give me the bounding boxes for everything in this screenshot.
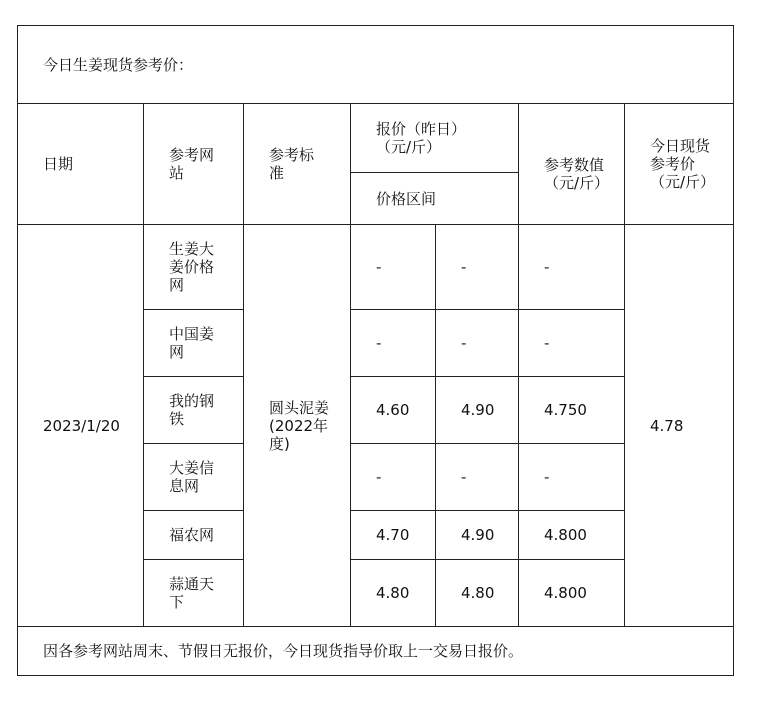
ginger-price-table [17, 25, 734, 676]
price-high-cell: 4.90 [436, 377, 519, 444]
note-row [18, 627, 734, 676]
header-quote-label: 报价（昨日）（元/斤） [376, 120, 467, 156]
site-name: 生姜大姜价格网 [169, 240, 215, 294]
price-low-cell: 4.60 [351, 377, 436, 444]
title-row [18, 26, 734, 104]
header-range [351, 173, 519, 225]
standard-cell [244, 225, 351, 627]
ref-value-cell: - [519, 225, 625, 310]
site-cell [144, 444, 244, 511]
ref-value-cell: - [519, 444, 625, 511]
header-quote [351, 104, 519, 173]
site-cell [144, 310, 244, 377]
header-standard [244, 104, 351, 225]
price-low-cell: - [351, 310, 436, 377]
price-high-cell: 4.90 [436, 511, 519, 560]
price-low-cell: - [351, 444, 436, 511]
header-standard-label: 参考标准 [269, 146, 315, 182]
header-ref-value [519, 104, 625, 225]
site-name: 我的钢铁 [169, 392, 215, 428]
date-cell: 2023/1/20 [18, 225, 144, 627]
header-range-label: 价格区间 [376, 189, 437, 208]
footnote: 因各参考网站周末、节假日无报价，今日现货指导价取上一交易日报价。 [18, 627, 734, 676]
site-cell [144, 560, 244, 627]
site-cell [144, 225, 244, 310]
price-high-cell: - [436, 225, 519, 310]
price-high-cell: - [436, 444, 519, 511]
price-high-cell: - [436, 310, 519, 377]
header-site [144, 104, 244, 225]
header-today-price [625, 104, 734, 225]
price-high-cell: 4.80 [436, 560, 519, 627]
site-name: 福农网 [169, 526, 215, 544]
ref-value-cell: 4.750 [519, 377, 625, 444]
header-ref-value-label: 参考数值（元/斤） [544, 156, 610, 192]
price-low-cell: - [351, 225, 436, 310]
site-name: 大姜信息网 [169, 459, 215, 495]
table-title: 今日生姜现货参考价： [18, 26, 734, 104]
header-date [18, 104, 144, 225]
site-cell [144, 377, 244, 444]
table-row [18, 225, 734, 310]
price-low-cell: 4.70 [351, 511, 436, 560]
ref-value-cell: 4.800 [519, 560, 625, 627]
header-site-label: 参考网站 [169, 146, 215, 182]
ref-value-cell: 4.800 [519, 511, 625, 560]
site-name: 中国姜网 [169, 325, 215, 361]
ref-value-cell: - [519, 310, 625, 377]
standard-text: 圆头泥姜(2022年度) [269, 398, 330, 453]
price-low-cell: 4.80 [351, 560, 436, 627]
header-today-price-label: 今日现货参考价（元/斤） [650, 137, 716, 191]
today-price-cell: 4.78 [625, 225, 734, 627]
site-name: 蒜通天下 [169, 575, 215, 611]
site-cell [144, 511, 244, 560]
header-date-label: 日期 [43, 155, 74, 173]
header-row-1 [18, 104, 734, 173]
